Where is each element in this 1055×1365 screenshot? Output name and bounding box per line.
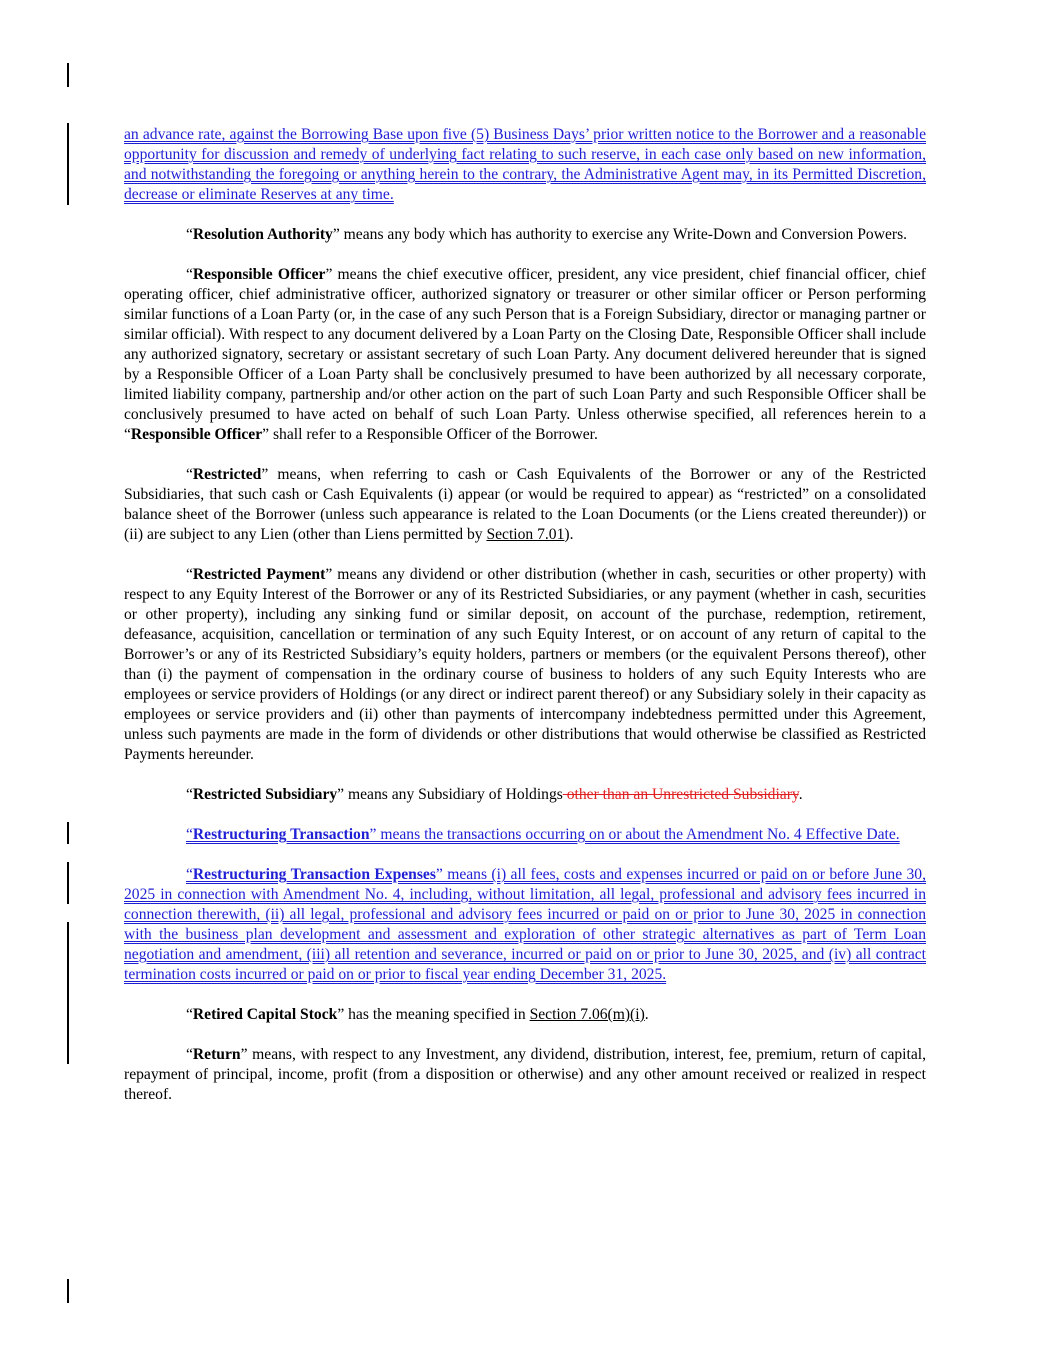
- defined-term: Resolution Authority: [192, 226, 333, 243]
- definition-restructuring-transaction-expenses: [124, 865, 926, 985]
- deleted-text: other than an Unrestricted Subsidiary: [562, 786, 799, 803]
- definition-restricted-subsidiary: [124, 785, 926, 805]
- change-bar-restricted-subsidiary: [67, 822, 69, 844]
- defined-term: Restructuring Transaction Expenses: [192, 866, 436, 883]
- definition-text: ” means, with respect to any Investment, any dividend, distribution, interest, fee, premium, return of capital, repayment of principal, income, profit (from a disposition or otherwise) and any other amount received or realized in respect thereof.: [124, 1046, 926, 1103]
- open-quote: “: [186, 826, 193, 843]
- definition-text: ” means, when referring to cash or Cash Equivalents of the Borrower or any of the Restricted Subsidiaries, that such cash or Cash Equivalents (i) appear (or would be required to appear) as “restricted” on a consolidated balance sheet of the Borrower (unless such appearance is related to the Loan Documents (or the Liens created thereunder)) or (ii) are subject to any Lien (other than Liens permitted by: [124, 466, 926, 543]
- defined-term: Return: [192, 1046, 241, 1063]
- open-quote: “: [186, 786, 193, 803]
- open-quote: “: [186, 1006, 193, 1023]
- defined-term: Restricted Payment: [192, 566, 326, 583]
- open-quote: “: [186, 566, 193, 583]
- defined-term: Retired Capital Stock: [192, 1006, 338, 1023]
- definition-retired-capital-stock: [124, 1005, 926, 1025]
- definition-resolution-authority: [124, 225, 926, 245]
- inserted-paragraph-reserves: [124, 125, 926, 205]
- definition-text-end: ).: [564, 526, 574, 543]
- definition-restricted-payment: [124, 565, 926, 765]
- definition-text: ” means the chief executive officer, president, any vice president, chief financial officer, chief operating officer, chief administrative officer, authorized signatory or treasurer or other similar officer or Person performing similar functions of a Loan Party (or, in the case of any such Person that is a Foreign Subsidiary, director or managing partner or similar official). With respect to any document delivered by a Loan Party on the Closing Date, Responsible Officer shall include any authorized signatory, secretary or assistant secretary of such Loan Party. Any document delivered hereunder that is signed by a Responsible Officer of a Loan Party shall be conclusively presumed to have been authorized by all necessary corporate, limited liability company, partnership and/or other action on the part of such Loan Party and such Responsible Officer shall be conclusively presumed to have acted on behalf of such Loan Party. Unless otherwise specified, all references herein to a “: [124, 266, 926, 443]
- defined-term-repeat: Responsible Officer: [130, 426, 263, 443]
- change-bar-bottom: [67, 1279, 69, 1303]
- open-quote: “: [186, 266, 193, 283]
- change-bar-top: [67, 63, 69, 87]
- definition-text: ” means any Subsidiary of Holdings: [337, 786, 563, 803]
- defined-term: Restructuring Transaction: [192, 826, 370, 843]
- definition-text-end: ” shall refer to a Responsible Officer of the Borrower.: [262, 426, 598, 443]
- change-bar-restructuring-expenses: [67, 922, 69, 1064]
- change-bar-restructuring-transaction: [67, 862, 69, 904]
- defined-term: Restricted Subsidiary: [192, 786, 338, 803]
- open-quote: “: [186, 466, 193, 483]
- defined-term: Restricted: [192, 466, 262, 483]
- definition-text: ” means any dividend or other distribution (whether in cash, securities or other property) with respect to any Equity Interest of the Borrower or any of its Restricted Subsidiaries, or any payment (whether in cash, securities or other property), including any sinking fund or similar deposit, on account of the purchase, redemption, retirement, defeasance, acquisition, cancellation or termination of any such Equity Interest, or on account of any return of capital to the Borrower’s or any of its Restricted Subsidiary’s equity holders, partners or members (or the equivalent Persons thereof), other than (i) the payment of compensation in the ordinary course of business to holders of any such Equity Interests who are employees or service providers of Holdings (or any direct or indirect parent thereof) or any Subsidiary solely in their capacity as employees or service providers and (ii) other than payments of intercompany indebtedness permitted under this Agreement, unless such payments are made in the form of dividends or other distributions that would otherwise be classified as Restricted Payments hereunder.: [124, 566, 927, 763]
- open-quote: “: [186, 1046, 193, 1063]
- definition-text: ” has the meaning specified in: [337, 1006, 530, 1023]
- definition-text: ” means any body which has authority to exercise any Write-Down and Conversion Powers.: [332, 226, 908, 243]
- document-body: [124, 125, 926, 1105]
- definition-text-end: .: [798, 786, 803, 803]
- definition-responsible-officer: [124, 265, 926, 445]
- open-quote: “: [186, 866, 193, 883]
- defined-term: Responsible Officer: [192, 266, 326, 283]
- change-bar-p0: [67, 123, 69, 205]
- definition-return: [124, 1045, 926, 1105]
- definition-restricted: [124, 465, 926, 545]
- definition-restructuring-transaction: [124, 825, 926, 845]
- inserted-text: an advance rate, against the Borrowing Base upon five (5) Business Days’ prior written notice to the Borrower and a reasonable opportunity for discussion and remedy of underlying fact relating to such reserve, in each case only based on new information, and notwithstanding the foregoing or anything herein to the contrary, the Administrative Agent may, in its Permitted Discretion, decrease or eliminate Reserves at any time.: [124, 126, 926, 203]
- definition-text: ” means (i) all fees, costs and expenses incurred or paid on or before June 30, 2025 in connection with Amendment No. 4, including, without limitation, all legal, professional and advisory fees incurred in connection therewith, (ii) all legal, professional and advisory fees incurred or paid on or prior to June 30, 2025 in connection with the business plan development and assessment and exploration of other strategic alternatives as part of Term Loan negotiation and amendment, (iii) all retention and severance, incurred or paid on or prior to June 30, 2025, and (iv) all contract termination costs incurred or paid on or prior to fiscal year ending December 31, 2025.: [124, 866, 927, 983]
- section-reference[interactable]: Section 7.01: [486, 526, 565, 543]
- definition-text-end: .: [644, 1006, 649, 1023]
- definition-text: ” means the transactions occurring on or about the Amendment No. 4 Effective Date.: [369, 826, 900, 843]
- section-reference[interactable]: Section 7.06(m)(i): [529, 1006, 645, 1023]
- open-quote: “: [186, 226, 193, 243]
